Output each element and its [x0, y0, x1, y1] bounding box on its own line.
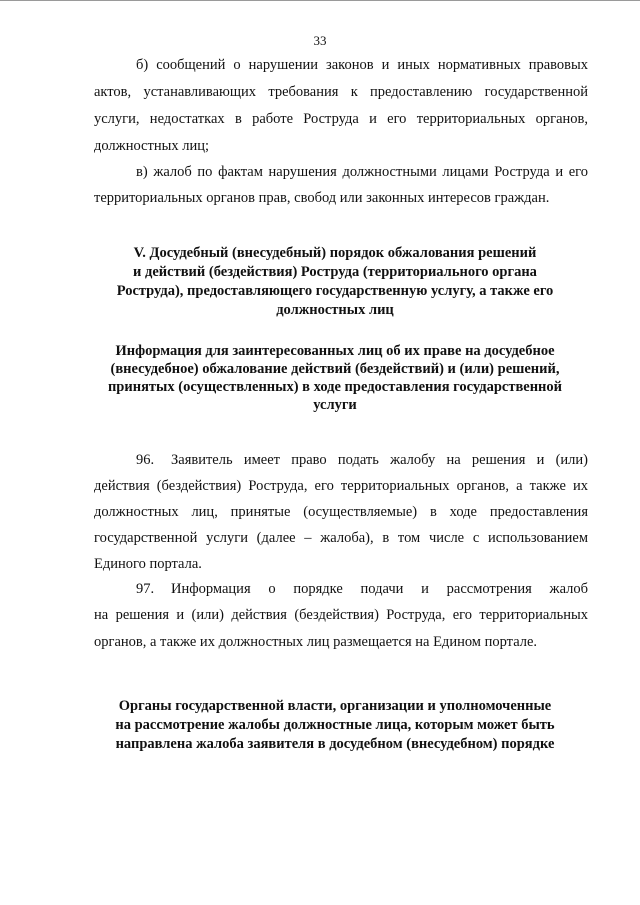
subsection-title-line-2: (внесудебное) обжалование действий (бездействий) и (или) решений, [110, 361, 560, 377]
p96-number: 96. [136, 452, 155, 468]
p96-line-1: Заявитель имеет право подать жалобу на решения и (или) [171, 452, 588, 468]
subsection-title-line-1: Информация для заинтересованных лиц об их праве на досудебное [115, 343, 555, 359]
subsection-title-line-4: услуги [313, 397, 357, 413]
p96-line-4: государственной услуги (далее – жалоба), в том числе с использованием [94, 530, 588, 546]
section-title-line-3: Роструда), предоставляющего государственную услугу, а также его [116, 283, 554, 299]
p96-line-2: действия (бездействия) Роструда, его территориальных органов, а также их [94, 478, 588, 494]
bodies-title-line-1: Органы государственной власти, организации и уполномоченные [118, 698, 552, 714]
p97-number: 97. [136, 581, 155, 597]
bodies-title-line-3: направлена жалоба заявителя в досудебном (внесудебном) порядке [115, 736, 555, 752]
p96-line-5: Единого портала. [94, 556, 202, 572]
item-v-line-1: в) жалоб по фактам нарушения должностными лицами Роструда и его [136, 164, 588, 180]
p97-line-1: Информация о порядке подачи и рассмотрения жалоб [171, 581, 588, 597]
item-b-line-4: должностных лиц; [94, 138, 209, 154]
item-b-line-3: услуги, недостатках в работе Роструда и его территориальных органов, [94, 111, 588, 127]
section-title-line-4: должностных лиц [276, 302, 394, 318]
top-border-line [0, 0, 640, 1]
p97-line-3: органов, а также их должностных лиц размещается на Едином портале. [94, 634, 538, 650]
item-v-line-2: территориальных органов прав, свобод или законных интересов граждан. [94, 190, 550, 206]
p96-line-3: должностных лиц, принятые (осуществляемые) в ходе предоставления [94, 504, 588, 520]
subsection-title-line-3: принятых (осуществленных) в ходе предоставления государственной [107, 379, 563, 395]
section-title-line-2: и действий (бездействия) Роструда (территориального органа [133, 264, 537, 280]
p97-line-2: на решения и (или) действия (бездействия) Роструда, его территориальных [94, 607, 588, 623]
page-number: 33 [313, 33, 327, 48]
bodies-title-line-2: на рассмотрение жалобы должностные лица, которым может быть [115, 717, 555, 733]
item-b-line-1: б) сообщений о нарушении законов и иных нормативных правовых [136, 57, 588, 73]
item-b-line-2: актов, устанавливающих требования к предоставлению государственной [94, 84, 588, 100]
section-title-line-1: V. Досудебный (внесудебный) порядок обжалования решений [133, 245, 537, 261]
